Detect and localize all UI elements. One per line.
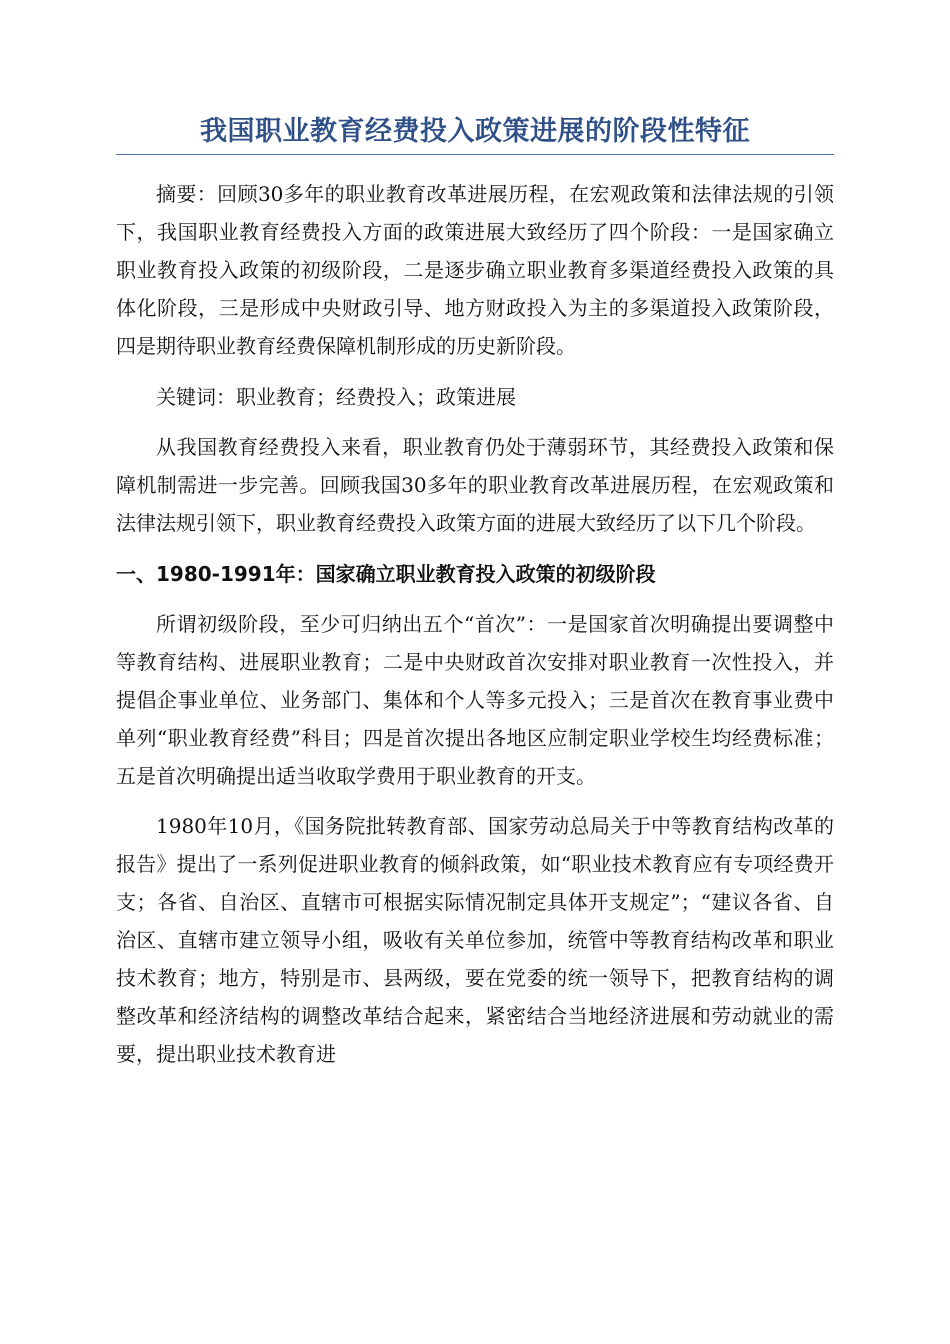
intro-paragraph: 从我国教育经费投入来看，职业教育仍处于薄弱环节，其经费投入政策和保障机制需进一步完善。回顾我国30多年的职业教育改革进展历程，在宏观政策和法律法规引领下，职业教育经费投入政策方面的进展大致经历了以下几个阶段。 — [116, 435, 834, 535]
document-page — [116, 112, 834, 1073]
keywords-paragraph: 关键词：职业教育；经费投入；政策进展 — [156, 385, 516, 409]
section-heading-1: 一、1980-1991年：国家确立职业教育投入政策的初级阶段 — [116, 562, 656, 586]
section1-paragraph-2: 1980年10月，《国务院批转教育部、国家劳动总局关于中等教育结构改革的报告》提出了一系列促进职业教育的倾斜政策，如“职业技术教育应有专项经费开支；各省、自治区、直辖市可根据实际情况制定具体开支规定”；“建议各省、自治区、直辖市建立领导小组，吸收有关单位参加，统管中等教育结构改革和职业技术教育；地方，特别是市、县两级，要在党委的统一领导下，把教育结构的调整改革和经济结构的调整改革结合起来，紧密结合当地经济进展和劳动就业的需要，提出职业技术教育进 — [116, 814, 834, 1066]
document-title: 我国职业教育经费投入政策进展的阶段性特征 — [116, 112, 834, 155]
section1-paragraph-1: 所谓初级阶段，至少可归纳出五个“首次”：一是国家首次明确提出要调整中等教育结构、进展职业教育；二是中央财政首次安排对职业教育一次性投入，并提倡企事业单位、业务部门、集体和个人等多元投入；三是首次在教育事业费中单列“职业教育经费”科目；四是首次提出各地区应制定职业学校生均经费标准；五是首次明确提出适当收取学费用于职业教育的开支。 — [116, 612, 834, 788]
abstract-paragraph: 摘要：回顾30多年的职业教育改革进展历程，在宏观政策和法律法规的引领下，我国职业教育经费投入方面的政策进展大致经历了四个阶段：一是国家确立职业教育投入政策的初级阶段，二是逐步确立职业教育多渠道经费投入政策的具体化阶段，三是形成中央财政引导、地方财政投入为主的多渠道投入政策阶段，四是期待职业教育经费保障机制形成的历史新阶段。 — [116, 182, 834, 358]
